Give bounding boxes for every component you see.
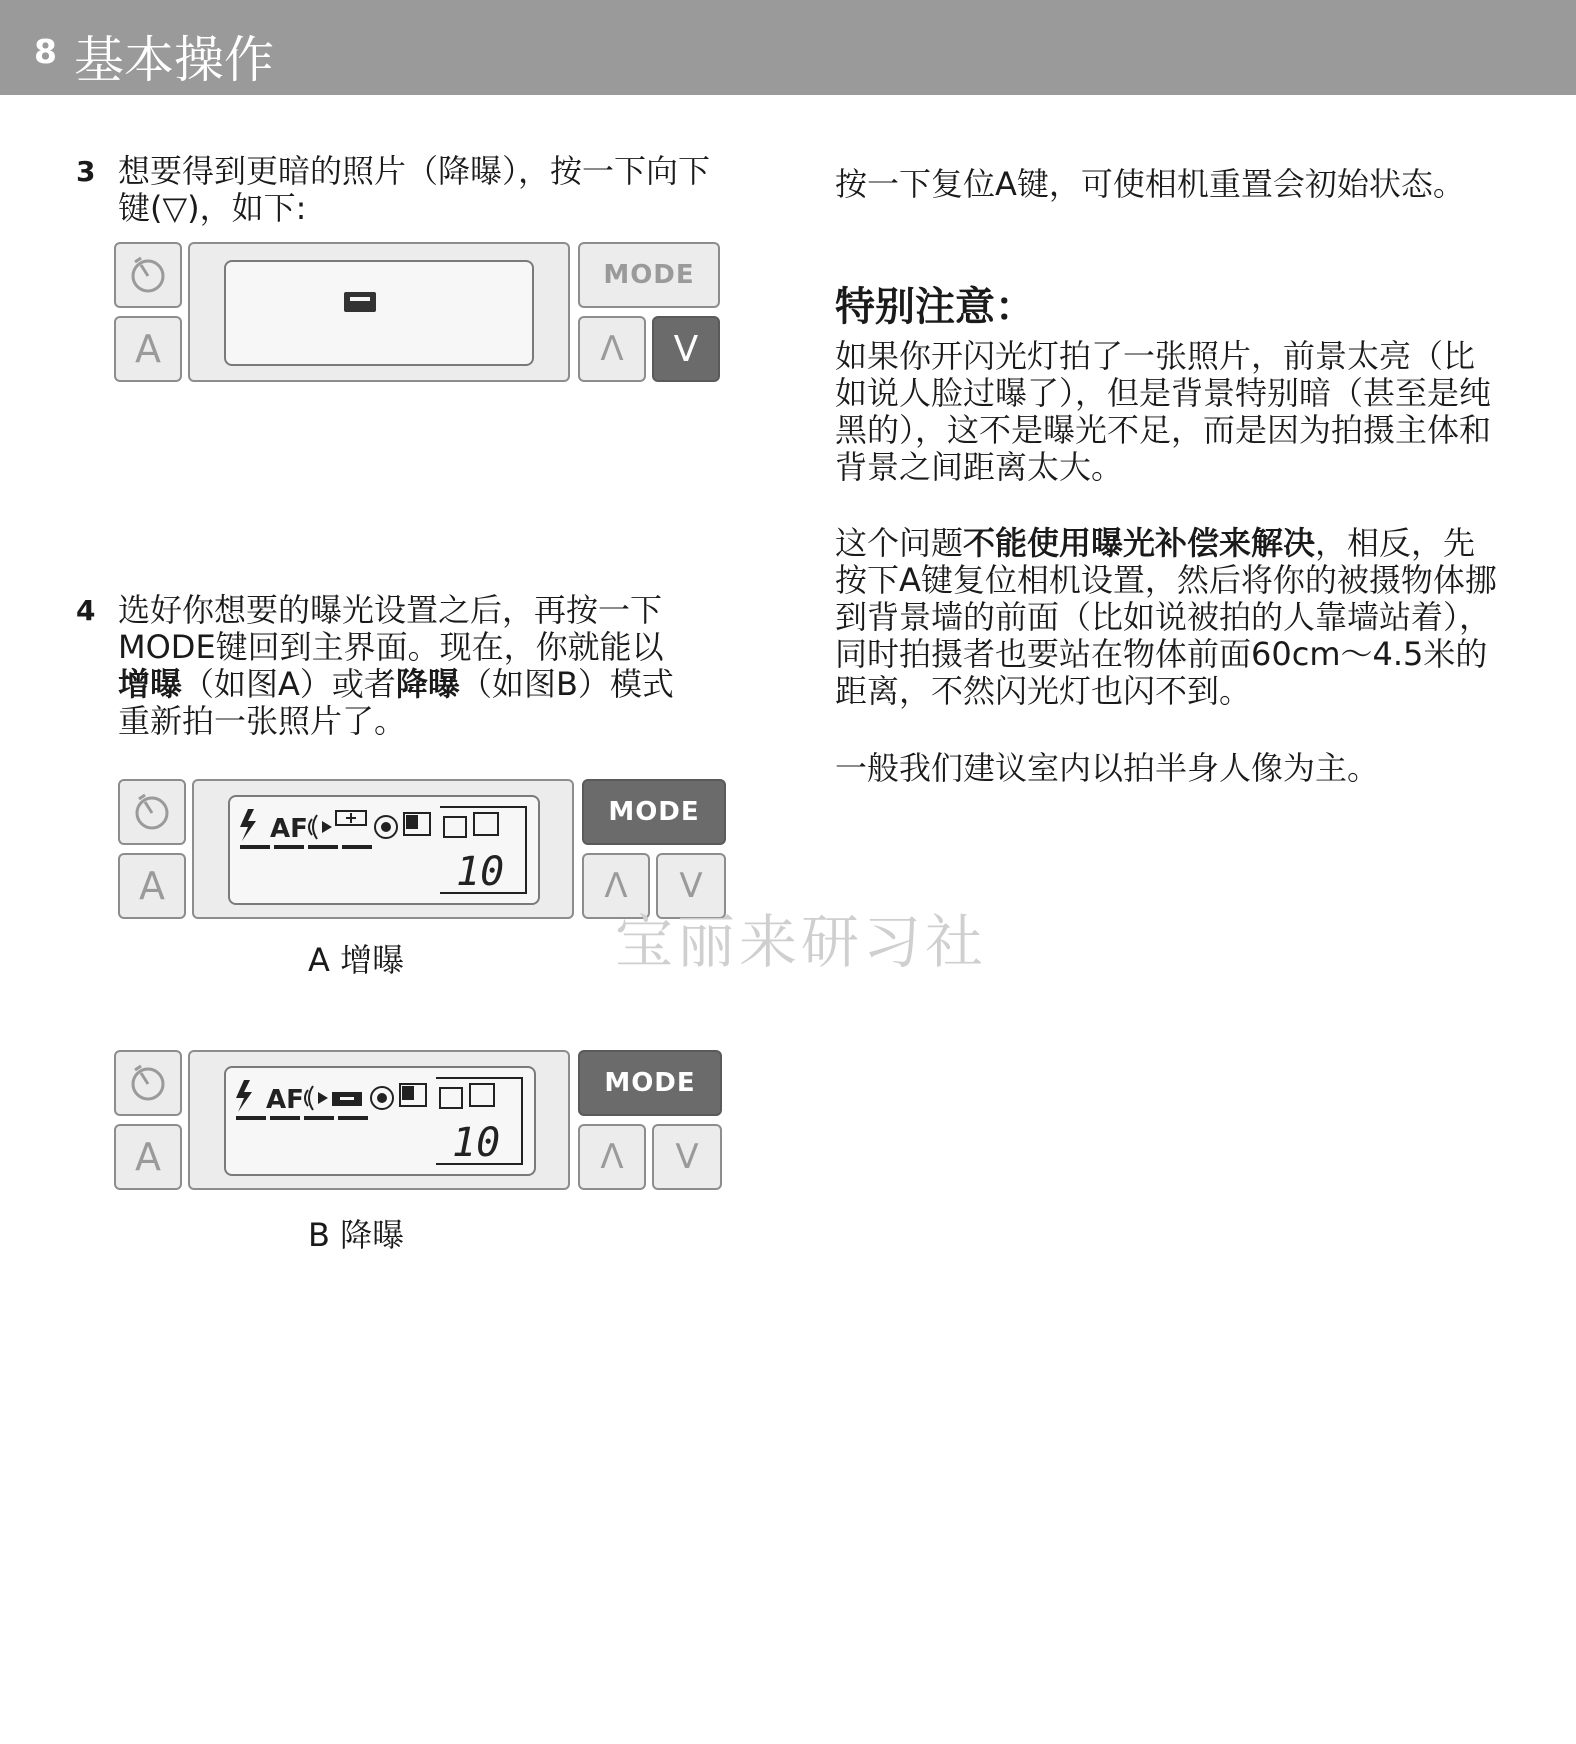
down-label: V bbox=[679, 866, 703, 906]
para2-pre: 这个问题 bbox=[835, 524, 964, 562]
step-text bbox=[118, 592, 736, 740]
a-reset-button[interactable] bbox=[114, 316, 182, 382]
up-label: Λ bbox=[600, 1137, 624, 1177]
a-label: A bbox=[139, 864, 165, 908]
up-label: Λ bbox=[604, 866, 628, 906]
note-paragraph-1: 如果你开闪光灯拍了一张照片，前景太亮（比如说人脸过曝了），但是背景特别暗（甚至是纯黑的），这不是曝光不足，而是因为拍摄主体和背景之间距离太大。 bbox=[835, 337, 1492, 486]
a-label: A bbox=[135, 327, 161, 371]
lcd-frame bbox=[188, 1050, 570, 1190]
shot-counter: 10 bbox=[452, 1120, 501, 1166]
step-number: 4 bbox=[76, 594, 96, 627]
down-label: V bbox=[675, 1137, 699, 1177]
page-number: 8 bbox=[34, 32, 57, 71]
step-text: 想要得到更暗的照片（降曝），按一下向下键(▽)，如下: bbox=[118, 152, 711, 227]
lcd-frame bbox=[192, 779, 574, 919]
step-number: 3 bbox=[76, 155, 96, 188]
down-button[interactable] bbox=[652, 316, 720, 382]
step-4-line-2: MODE键回到主界面。现在，你就能以 bbox=[118, 628, 664, 666]
lcd-screen bbox=[228, 795, 540, 905]
a-reset-button[interactable] bbox=[114, 1124, 182, 1190]
sound-icon bbox=[305, 1086, 313, 1110]
step-4 bbox=[76, 592, 736, 740]
timer-button[interactable] bbox=[118, 779, 186, 845]
page-title: 基本操作 bbox=[74, 31, 274, 89]
shot-counter: 10 bbox=[456, 849, 505, 895]
flash-icon bbox=[236, 1080, 252, 1112]
timer-button[interactable] bbox=[114, 242, 182, 308]
down-button[interactable] bbox=[652, 1124, 722, 1190]
self-timer-icon bbox=[125, 1060, 171, 1106]
bold-decrease: 降曝 bbox=[395, 665, 460, 703]
exposure-minus-icon bbox=[342, 288, 382, 318]
flash-icon bbox=[240, 809, 256, 841]
step-3 bbox=[76, 153, 736, 227]
mode-label: MODE bbox=[603, 260, 695, 290]
lcd-screen bbox=[224, 260, 534, 366]
mode-label: MODE bbox=[604, 1068, 696, 1098]
camera-panel-down bbox=[112, 240, 722, 385]
reset-paragraph: 按一下复位A键，可使相机重置会初始状态。 bbox=[835, 165, 1465, 203]
mid-a: （如图A）或者 bbox=[182, 665, 396, 703]
sound-icon bbox=[309, 815, 317, 839]
step-4-line-1: 选好你想要的曝光设置之后，再按一下 bbox=[118, 591, 663, 629]
note-title: 特别注意： bbox=[835, 284, 1035, 330]
camera-panel-b bbox=[112, 1048, 724, 1193]
note-paragraph-2 bbox=[835, 525, 1505, 710]
lcd-frame bbox=[188, 242, 570, 382]
lcd-icons bbox=[226, 1068, 534, 1174]
caption-a: A 增曝 bbox=[308, 941, 405, 979]
para2-post: ，相反，先按下A键复位相机设置，然后将你的被摄物体挪到背景墙的前面（比如说被拍的人靠墙站着），同时拍摄者也要站在物体前面60cm～4.5米的距离，不然闪光灯也闪不到。 bbox=[835, 524, 1497, 710]
para2-bold: 不能使用曝光补偿来解决 bbox=[963, 524, 1316, 562]
up-button[interactable] bbox=[578, 1124, 646, 1190]
caption-b: B 降曝 bbox=[308, 1216, 405, 1254]
lcd-icons bbox=[230, 797, 538, 903]
lcd-screen bbox=[224, 1066, 536, 1176]
af-text: AF bbox=[270, 814, 308, 844]
mode-label: MODE bbox=[608, 797, 700, 827]
up-button[interactable] bbox=[578, 316, 646, 382]
mode-button[interactable] bbox=[582, 779, 726, 845]
a-label: A bbox=[135, 1135, 161, 1179]
page-header bbox=[0, 0, 1576, 95]
af-text: AF bbox=[266, 1085, 304, 1115]
down-label: V bbox=[673, 328, 699, 370]
bold-increase: 增曝 bbox=[118, 665, 183, 703]
mode-button[interactable] bbox=[578, 242, 720, 308]
mode-button[interactable] bbox=[578, 1050, 722, 1116]
watermark: 宝丽来研习社 bbox=[615, 908, 988, 976]
step-4-line-4: 重新拍一张照片了。 bbox=[118, 702, 407, 740]
note-paragraph-3: 一般我们建议室内以拍半身人像为主。 bbox=[835, 749, 1380, 787]
a-reset-button[interactable] bbox=[118, 853, 186, 919]
timer-button[interactable] bbox=[114, 1050, 182, 1116]
step-4-line-3 bbox=[118, 666, 736, 703]
up-label: Λ bbox=[600, 329, 624, 369]
self-timer-icon bbox=[129, 789, 175, 835]
mid-b: （如图B）模式 bbox=[459, 665, 674, 703]
self-timer-icon bbox=[125, 252, 171, 298]
